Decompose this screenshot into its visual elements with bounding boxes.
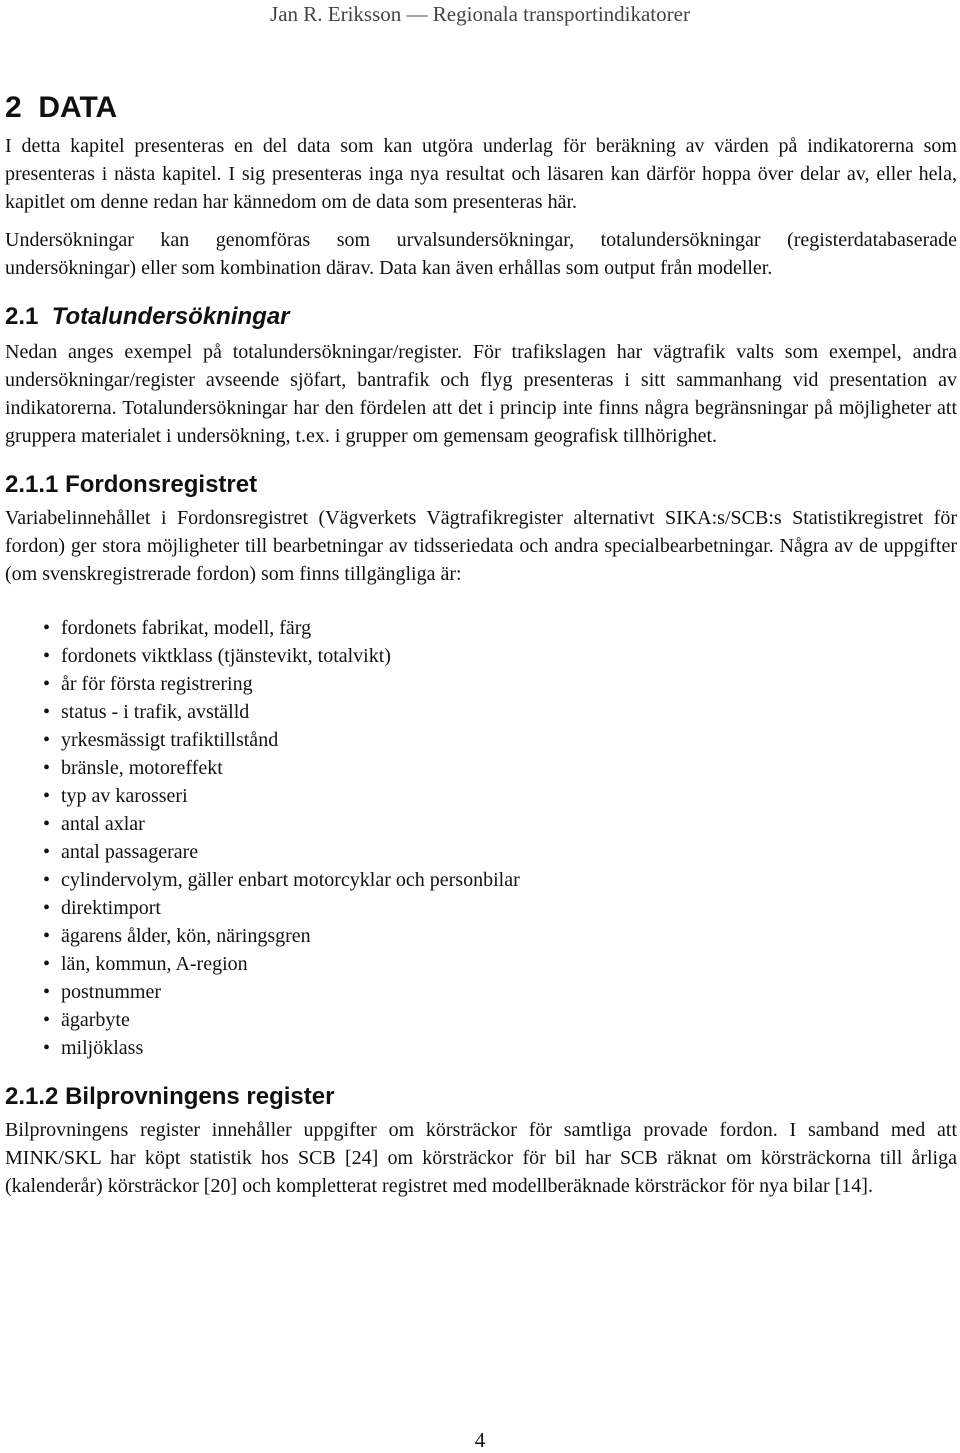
chapter-survey-paragraph: Undersökningar kan genomföras som urvalsundersökningar, totalundersökningar (registerdatabaserade undersökningar) eller som kombination därav. Data kan även erhållas som output från modeller. (5, 229, 957, 279)
list-item: • län, kommun, A-region (5, 950, 957, 978)
vehicle-register-fields-list (5, 614, 957, 1062)
page-number: 4 (474, 1428, 486, 1452)
subsection-title: Bilprovningens register (65, 1083, 335, 1110)
document-body (5, 90, 957, 1210)
list-item: • fordonets viktklass (tjänstevikt, totalvikt) (5, 642, 957, 670)
running-header: Jan R. Eriksson — Regionala transportindikatorer (270, 2, 690, 26)
bullet-icon: • (43, 757, 51, 779)
bullet-icon: • (43, 617, 51, 639)
list-item: • status - i trafik, avställd (5, 698, 957, 726)
list-item: • yrkesmässigt trafiktillstånd (5, 726, 957, 754)
bullet-icon: • (43, 897, 51, 919)
list-item: • ägarbyte (5, 1006, 957, 1034)
bullet-icon: • (43, 869, 51, 891)
section-number: 2.1 (5, 303, 39, 330)
section-2-1-paragraph: Nedan anges exempel på totalundersökningar/register. För trafikslagen har vägtrafik valts som exempel, andra undersökningar/register avseende sjöfart, bantrafik och flyg presenteras i sitt sammanhang vid presentation av indikatorerna. Totalundersökningar har den fördelen att det i princip inte finns några begränsningar på möjligheter att gruppera materialet i undersökning, t.ex. i grupper om gemensam geografisk tillhörighet. (5, 341, 957, 447)
section-heading-2-1-1 (5, 470, 957, 500)
list-item: • bränsle, motoreffekt (5, 754, 957, 782)
chapter-intro-paragraph: I detta kapitel presenteras en del data som kan utgöra underlag för beräkning av värden på indikatorerna som presenteras i nästa kapitel. I sig presenteras inga nya resultat och läsaren kan därför hoppa över delar av, eller hela, kapitlet om denne redan har kännedom om de data som presenteras här. (5, 135, 957, 213)
bullet-icon: • (43, 729, 51, 751)
list-item: • antal axlar (5, 810, 957, 838)
list-item: • postnummer (5, 978, 957, 1006)
bullet-icon: • (43, 981, 51, 1003)
bullet-icon: • (43, 785, 51, 807)
list-item: • fordonets fabrikat, modell, färg (5, 614, 957, 642)
bullet-icon: • (43, 645, 51, 667)
list-item: • ägarens ålder, kön, näringsgren (5, 922, 957, 950)
subsection-title: Fordonsregistret (65, 471, 258, 498)
list-item: • antal passagerare (5, 838, 957, 866)
list-item: • typ av karosseri (5, 782, 957, 810)
bullet-icon: • (43, 841, 51, 863)
list-item: • miljöklass (5, 1034, 957, 1062)
list-item: • direktimport (5, 894, 957, 922)
bullet-icon: • (43, 925, 51, 947)
chapter-number: 2 (5, 91, 22, 124)
section-heading-2-1 (5, 302, 957, 332)
bullet-icon: • (43, 673, 51, 695)
bullet-icon: • (43, 1009, 51, 1031)
section-2-1-2-paragraph: Bilprovningens register innehåller uppgifter om körsträckor för samtliga provade fordon. I samband med att MINK/SKL har köpt statistik hos SCB [24] om körsträckor för bil har SCB räknat om körsträckorna till årliga (kalenderår) körsträckor [20] och kompletterat registret med modellberäknade körsträckor för nya bilar [14]. (5, 1119, 957, 1197)
chapter-heading (5, 90, 957, 126)
section-2-1-1-paragraph: Variabelinnehållet i Fordonsregistret (Vägverkets Vägtrafikregister alternativt SIKA:s/SCB:s Statistikregistret för fordon) ger stora möjligheter till bearbetningar av tidsseriedata och andra specialbearbetningar. Några av de uppgifter (om svenskregistrerade fordon) som finns tillgängliga är: (5, 507, 957, 585)
bullet-icon: • (43, 813, 51, 835)
bullet-icon: • (43, 701, 51, 723)
list-item: • cylindervolym, gäller enbart motorcyklar och personbilar (5, 866, 957, 894)
section-heading-2-1-2 (5, 1082, 957, 1112)
bullet-icon: • (43, 953, 51, 975)
section-title: Totalundersökningar (51, 303, 290, 330)
list-item: • år för första registrering (5, 670, 957, 698)
chapter-title: DATA (38, 91, 118, 124)
bullet-icon: • (43, 1037, 51, 1059)
subsection-number: 2.1.1 (5, 471, 59, 498)
subsection-number: 2.1.2 (5, 1083, 59, 1110)
